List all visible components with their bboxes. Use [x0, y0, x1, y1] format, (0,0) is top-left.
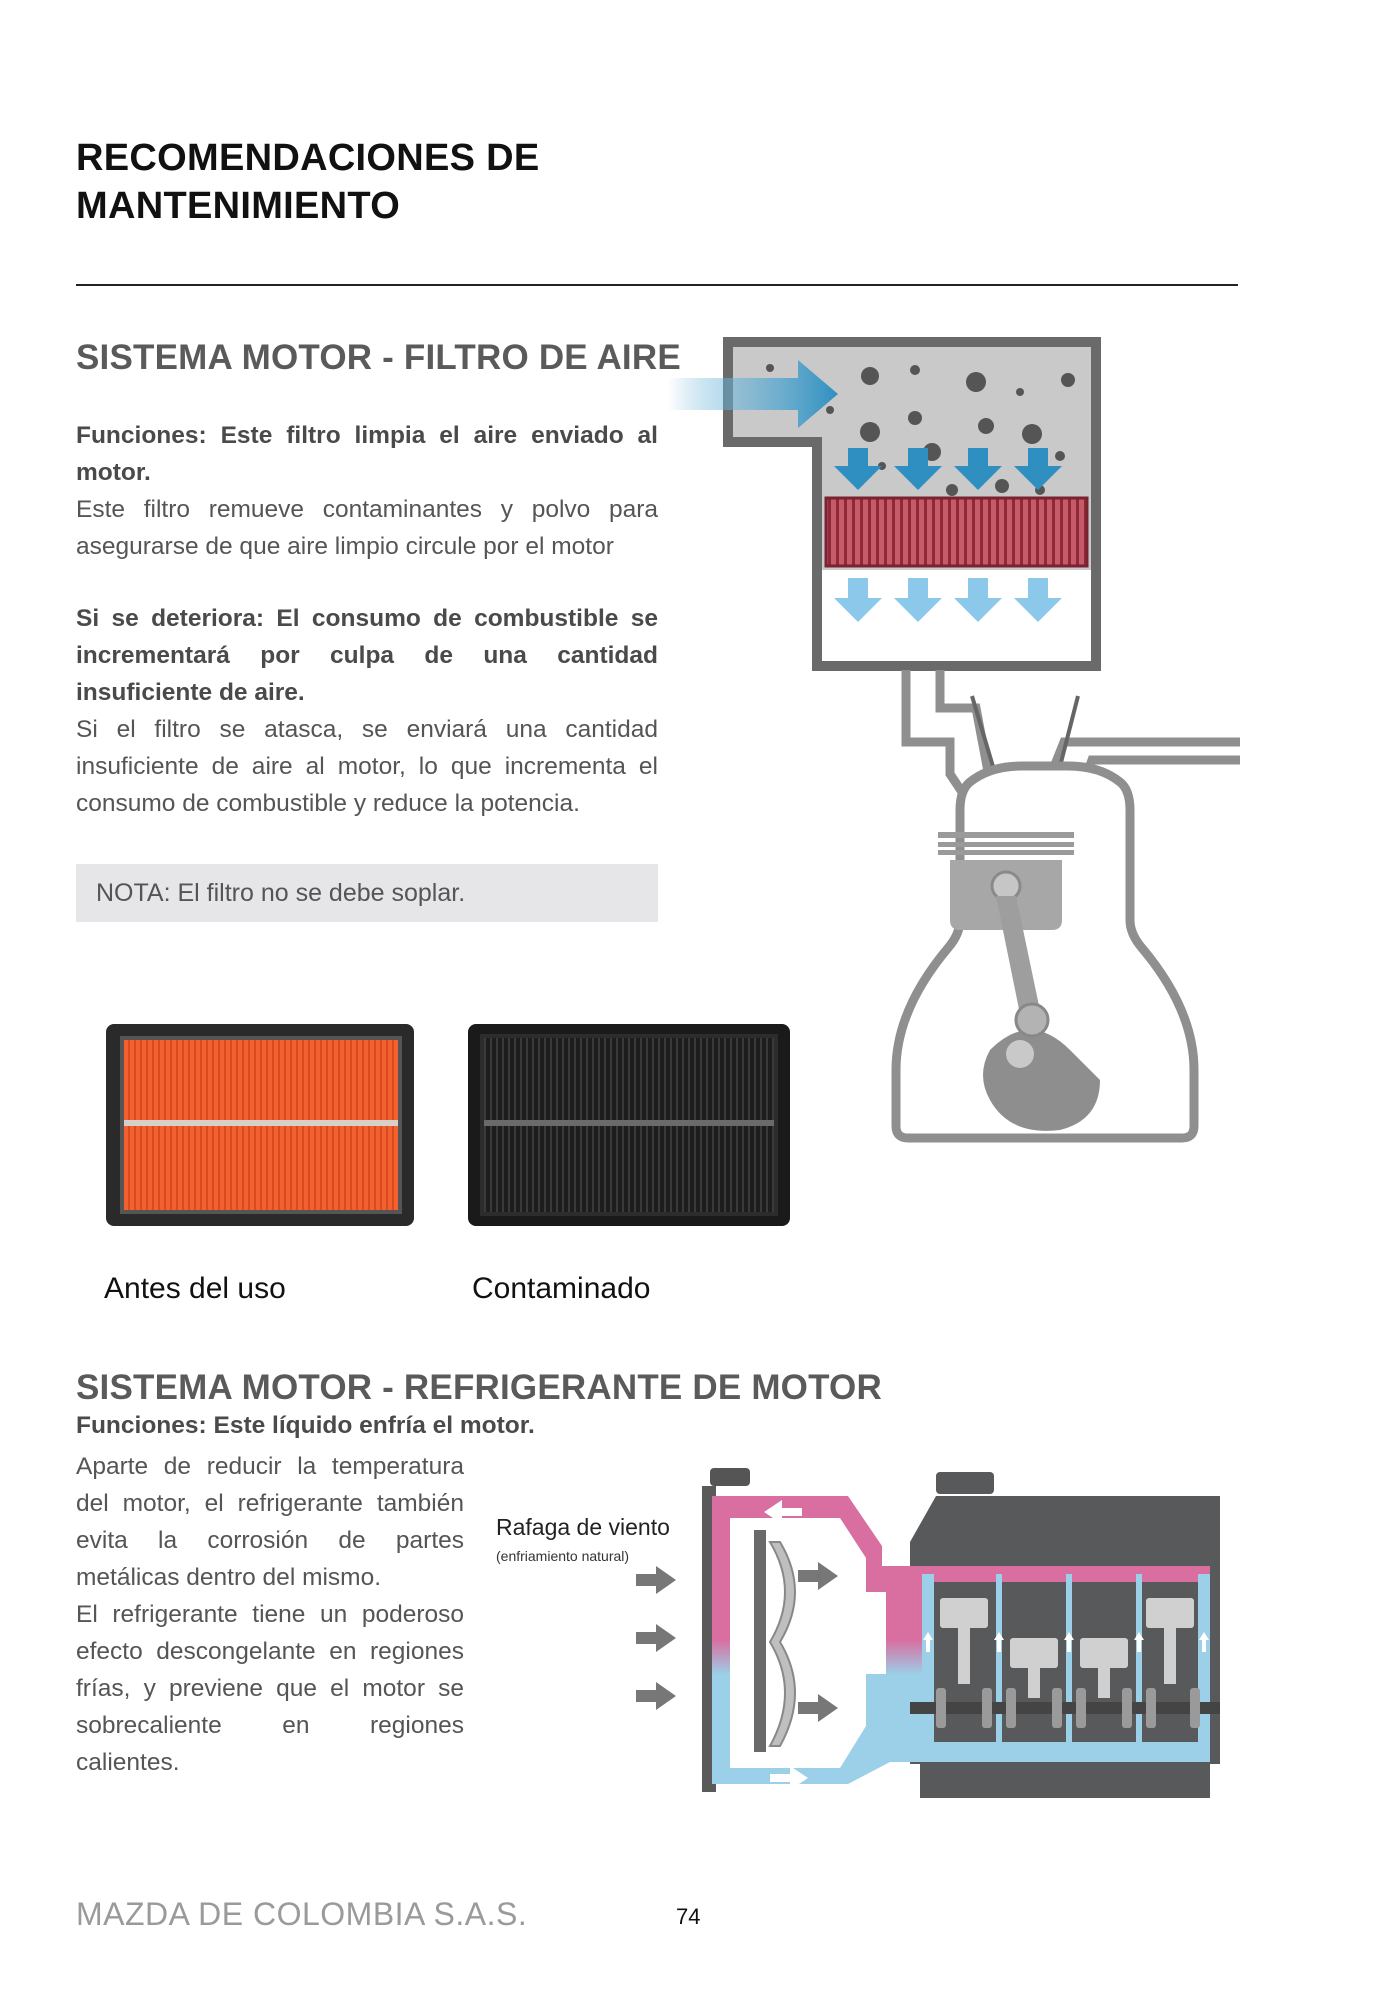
- radiator-housing: [730, 1518, 886, 1768]
- page-title: [76, 134, 540, 230]
- coolant-functions-bold: Funciones: Este líquido enfría el motor.: [76, 1412, 535, 1439]
- wind-sublabel: (enfriamiento natural): [496, 1548, 630, 1564]
- note-box: NOTA: El filtro no se debe soplar.: [76, 864, 658, 922]
- coolant-heading: SISTEMA MOTOR - REFRIGERANTE DE MOTOR: [76, 1368, 882, 1407]
- filter-before-photo: [104, 1022, 416, 1228]
- air-filter-heading: SISTEMA MOTOR - FILTRO DE AIRE: [76, 338, 681, 377]
- cooling-system-diagram: [630, 1462, 1230, 1818]
- air-filter-functions-text: Este filtro remueve contaminantes y polvo para asegurarse de que aire limpio circule por el motor: [76, 496, 658, 560]
- coolant-text-1: Aparte de reducir la temperatura del motor, el refrigerante también evita la corrosión de partes metálicas dentro del mismo.: [76, 1453, 464, 1591]
- radiator-cap: [710, 1468, 750, 1486]
- engine-top-cap: [936, 1472, 994, 1494]
- air-filter-deterioration-text: Si el filtro se atasca, se enviará una cantidad insuficiente de aire al motor, lo que incrementa el consumo de combustible y reduce la potencia.: [76, 716, 658, 817]
- intake-pipe: [906, 670, 962, 792]
- caption-contaminated: Contaminado: [472, 1272, 651, 1305]
- filter-contaminated-photo: [466, 1022, 792, 1228]
- air-filter-functions: [76, 417, 658, 565]
- page-number: 74: [676, 1904, 701, 1929]
- air-filter-deterioration: [76, 600, 658, 822]
- wind-arrows: [636, 1566, 676, 1710]
- coolant-text-2: El refrigerante tiene un poderoso efecto descongelante en regiones frías, y previene que el motor se sobrecaliente en regiones calientes.: [76, 1601, 464, 1776]
- footer-brand: MAZDA DE COLOMBIA S.A.S.: [76, 1896, 528, 1932]
- page-title-line-1: RECOMENDACIONES DE: [76, 137, 540, 179]
- crankshaft-bar: [910, 1702, 1220, 1714]
- wind-arrow-icon: [636, 1566, 676, 1594]
- caption-before-use: Antes del uso: [104, 1272, 286, 1305]
- wind-arrow-icon: [636, 1624, 676, 1652]
- page-title-line-2: MANTENIMIENTO: [76, 185, 401, 227]
- fan-shroud: [754, 1530, 766, 1752]
- wind-label: Rafaga de viento: [496, 1514, 670, 1540]
- air-filter-deterioration-bold: Si se deteriora: El consumo de combustible se incrementará por culpa de una cantidad insuficiente de aire.: [76, 605, 658, 706]
- wind-arrow-icon: [636, 1682, 676, 1710]
- coolant-description: [76, 1448, 464, 1781]
- air-filter-functions-bold: Funciones: Este filtro limpia el aire enviado al motor.: [76, 422, 658, 486]
- filter-element: [826, 498, 1087, 566]
- title-divider: [76, 284, 1238, 286]
